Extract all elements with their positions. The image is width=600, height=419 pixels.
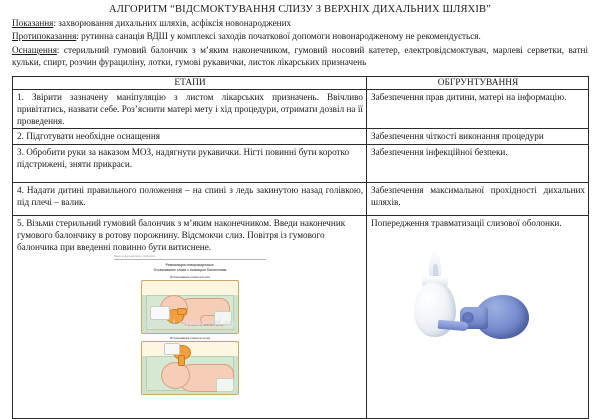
intro-label-equipment: Оснащення [12, 44, 57, 55]
procedure-illustration [114, 255, 266, 395]
nasal-aspirator-photo [378, 235, 578, 385]
caregiver-hand-icon [164, 343, 180, 355]
suction-bulb-tip-icon [177, 308, 187, 315]
algorithm-table-wrapper [0, 70, 600, 419]
baby-diaper-icon [216, 378, 234, 392]
column-header-steps: ЕТАПИ [13, 76, 367, 89]
intro-line-contraindications [12, 30, 588, 42]
table-header-row [13, 76, 589, 89]
cell-justification-1: Забезпечення прав дитини, матері на інформацію. [367, 89, 589, 129]
table-row [13, 215, 589, 418]
cell-step-2: 2. Підготувати необхідне оснащення [13, 129, 367, 144]
illustration-topline: Бланк новорожденного. Асфиксия [114, 255, 266, 260]
intro-line-indications [12, 17, 588, 29]
table-row [13, 144, 589, 182]
cell-step-5 [13, 215, 367, 418]
cell-justification-3: Забезпечення інфекційної безпеки. [367, 144, 589, 182]
table-row [13, 182, 589, 215]
intro-text-contraindications: рутинна санація ВДШ у комплексі заходів початкової допомоги новонародженому не рекомендується. [81, 31, 481, 42]
baby-head-icon [161, 362, 190, 389]
intro-sep-equipment: : [56, 44, 64, 55]
image-watermark: www.Labstend.ru [144, 318, 236, 331]
table-row [13, 129, 589, 144]
baby-diaper-icon [214, 311, 232, 325]
intro-block [0, 17, 600, 69]
table-row [13, 89, 589, 129]
intro-label-contraindications: Протипоказання [12, 31, 77, 42]
intro-line-equipment [12, 44, 588, 69]
cell-justification-4: Забезпечення максимальної прохідності дихальних шляхів. [367, 182, 589, 215]
column-header-justification: ОБГРУНТУВАННЯ [367, 76, 589, 89]
illustration-caption-panel-mouth: Отсасывание слизи изо рта [170, 274, 210, 279]
intro-label-indications: Показання [12, 18, 54, 28]
cell-step-1: 1. Звірити зазначену маніпуляцію з листом лікарських призначень. Ввічливо привітатись, назвати себе. Роз’яснити матері мету і хід процедури, отримати дозвіл на її проведення. [13, 89, 367, 129]
cell-justification-5 [367, 215, 589, 418]
illustration-caption-line2: Отсасывание слизи с помощью баллончика [153, 267, 227, 272]
page-title: АЛГОРИТМ “ВІДСМОКТУВАННЯ СЛИЗУ З ВЕРХНІХ ДИХАЛЬНИХ ШЛЯХІВ” [109, 4, 491, 15]
cell-step-3: 3. Обробити руки за наказом МОЗ, надягнути рукавички. Нігті повинні бути коротко підстрижені, зняти прикраси. [13, 144, 367, 182]
illustration-panel-mouth-suction [141, 280, 239, 334]
cell-step-4: 4. Надати дитині правильного положення – на спині з ледь закинутою назад голівкою, під плечі – валик. [13, 182, 367, 215]
cell-justification-2: Забезпечення чіткості виконання процедури [367, 129, 589, 144]
algorithm-table [12, 76, 589, 419]
cell-justification-5-text: Попередження травматизації слизової оболонки. [371, 217, 562, 228]
suction-bulb-tip-icon [178, 355, 185, 366]
intro-text-equipment: стерильний гумовий балончик з м’яким наконечником, гумовий носовий катетер, електровідсмоктувач, марлеві серветки, ватні кульки, спирт, розчин фурациліну, лотки, гумові рукавички, листок лікарських призначень [12, 44, 588, 68]
intro-sep-indications: : [53, 18, 59, 28]
intro-sep-contraindications: : [76, 31, 82, 42]
illustration-panel-nose-suction [141, 341, 239, 395]
illustration-caption-panel-nose: Отсасывание слизи из носа [169, 335, 211, 340]
intro-text-indications: захворювання дихальних шляхів, асфіксія новонароджених [58, 18, 292, 28]
cell-step-5-text: 5. Візьми стерильний гумовий балончик з м’яким наконечником. Введи наконечник гумового балончику в ротову порожнину. Відсмокчи слиз. Повітря із гумового балончика при введенні повинно бути витиснене. [17, 217, 346, 253]
illustration-caption-line1: Реанимация новорожденных. [165, 263, 215, 268]
caregiver-hand-icon [150, 306, 170, 320]
